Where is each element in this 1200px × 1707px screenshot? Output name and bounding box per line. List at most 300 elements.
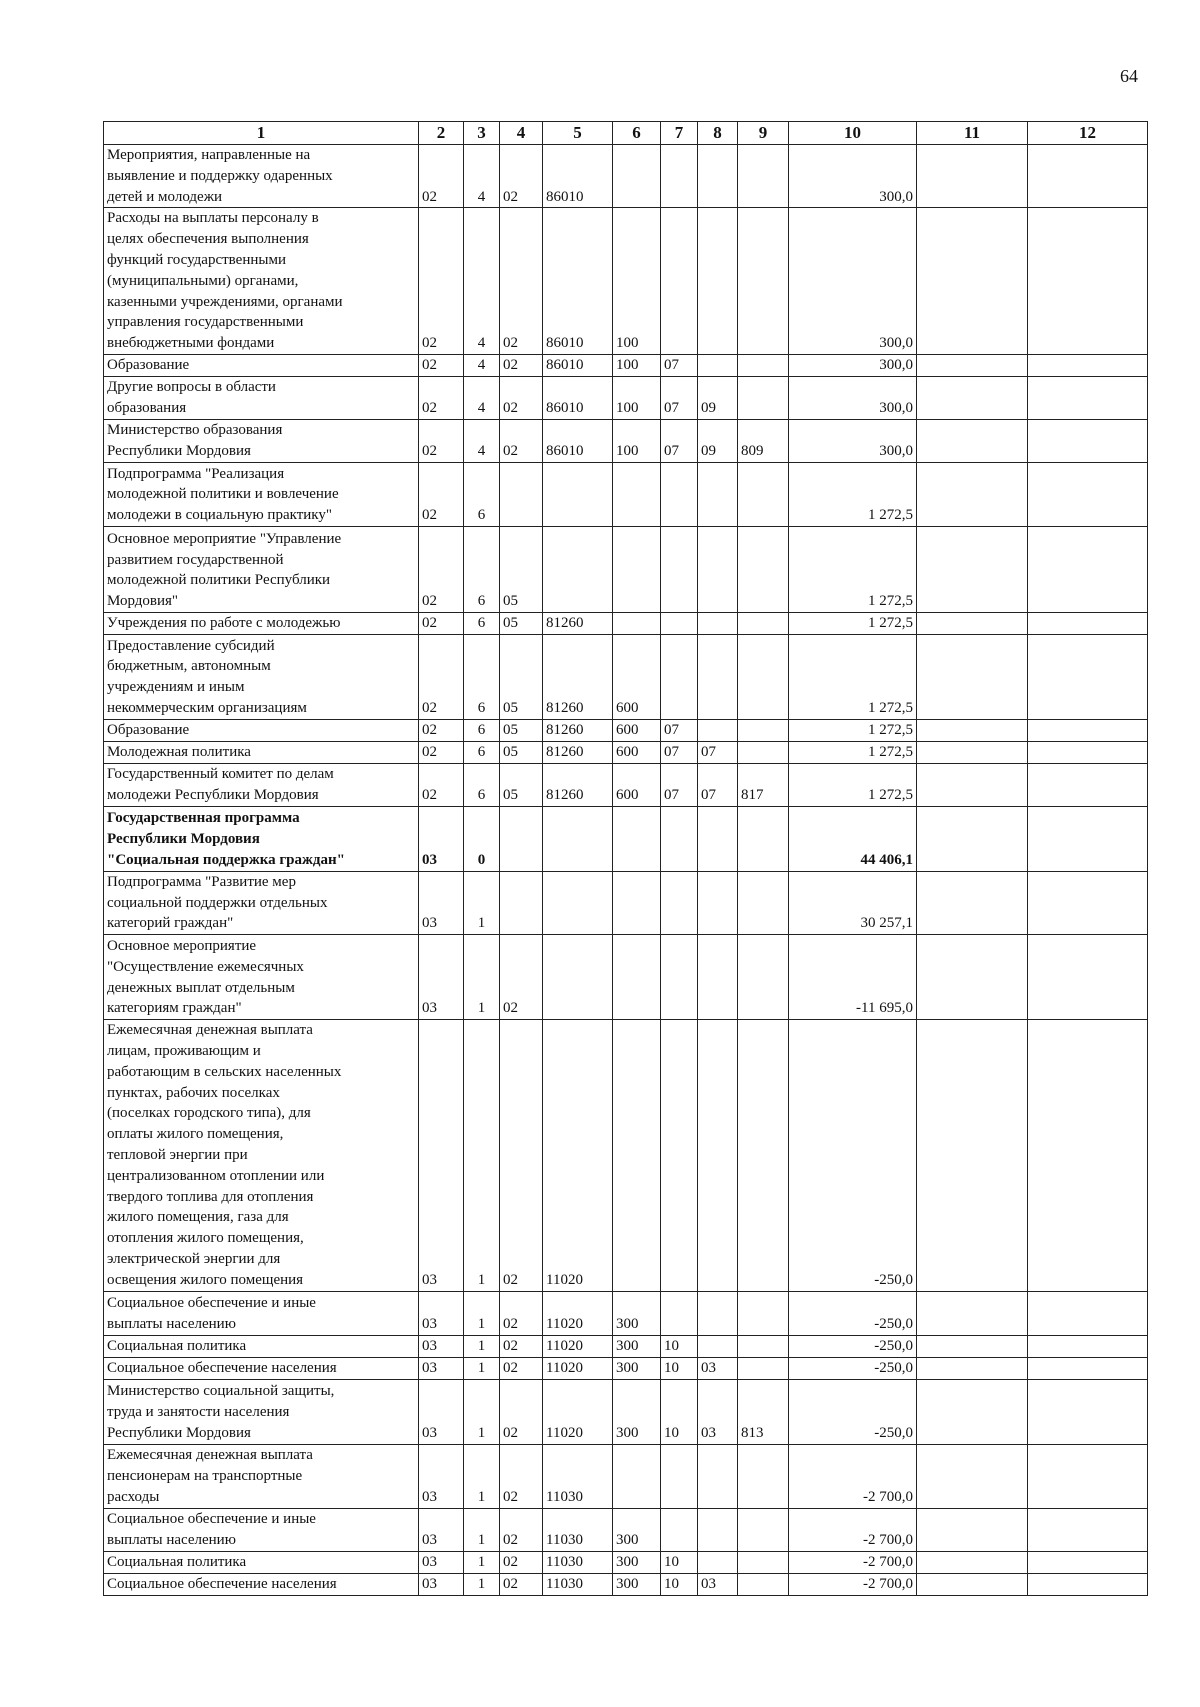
code-ministry [738, 719, 789, 741]
table-row [104, 1020, 1148, 1291]
amount-col-11 [917, 1508, 1028, 1551]
table-row [104, 419, 1148, 462]
column-header: 11 [917, 122, 1028, 145]
code-ministry [738, 354, 789, 376]
amount-col-11 [917, 208, 1028, 355]
code-subsection [698, 1508, 738, 1551]
table-row [104, 1335, 1148, 1357]
table-row [104, 806, 1148, 871]
code-event: 02 [500, 1444, 543, 1508]
amount-col-12 [1028, 763, 1148, 806]
code-subsection: 07 [698, 763, 738, 806]
amount-change: 1 272,5 [789, 612, 917, 634]
code-subprogram: 6 [464, 612, 500, 634]
amount-col-12 [1028, 1573, 1148, 1595]
code-event: 02 [500, 1357, 543, 1379]
code-subprogram: 1 [464, 1379, 500, 1444]
code-ministry [738, 1573, 789, 1595]
code-direction: 81260 [543, 612, 613, 634]
row-name: Расходы на выплаты персоналу в целях обеспечения выполнения функций государственными (муниципальными) органами, казенными учреждениями, органами управления государственными внебюджетными фондами [104, 208, 419, 355]
amount-change: 44 406,1 [789, 806, 917, 871]
code-direction [543, 806, 613, 871]
code-subsection: 09 [698, 419, 738, 462]
code-section: 03 [419, 871, 464, 934]
row-name: Ежемесячная денежная выплата лицам, проживающим и работающим в сельских населенных пунктах, рабочих поселках (поселках городского типа), для оплаты жилого помещения, тепловой энергии при централизованном отоплении или твердого топлива для отопления жилого помещения, газа для отопления жилого помещения, электрической энергии для освещения жилого помещения [104, 1020, 419, 1291]
code-ministry [738, 871, 789, 934]
code-subprogram: 1 [464, 935, 500, 1020]
code-section-budget [661, 462, 698, 526]
code-section-budget: 10 [661, 1573, 698, 1595]
amount-col-11 [917, 1379, 1028, 1444]
table-row [104, 208, 1148, 355]
table-row [104, 526, 1148, 612]
code-expense-type [613, 935, 661, 1020]
row-name: Образование [104, 354, 419, 376]
code-section: 02 [419, 719, 464, 741]
code-section-budget [661, 1291, 698, 1335]
code-section: 03 [419, 1335, 464, 1357]
code-expense-type: 600 [613, 634, 661, 719]
amount-col-12 [1028, 634, 1148, 719]
code-ministry [738, 526, 789, 612]
code-subprogram: 1 [464, 1551, 500, 1573]
code-expense-type [613, 462, 661, 526]
code-expense-type: 300 [613, 1291, 661, 1335]
code-event: 02 [500, 1335, 543, 1357]
amount-col-12 [1028, 806, 1148, 871]
code-section-budget: 10 [661, 1335, 698, 1357]
code-expense-type: 100 [613, 419, 661, 462]
code-section-budget: 07 [661, 763, 698, 806]
code-event: 05 [500, 612, 543, 634]
row-name: Основное мероприятие "Управление развитием государственной молодежной политики Республики Мордовия" [104, 526, 419, 612]
code-section: 02 [419, 354, 464, 376]
code-ministry [738, 1508, 789, 1551]
code-direction: 11020 [543, 1335, 613, 1357]
table-row [104, 612, 1148, 634]
code-subprogram: 6 [464, 763, 500, 806]
code-event: 02 [500, 1020, 543, 1291]
code-direction: 11020 [543, 1020, 613, 1291]
amount-col-12 [1028, 741, 1148, 763]
code-ministry [738, 1551, 789, 1573]
code-event: 02 [500, 1508, 543, 1551]
code-event: 05 [500, 763, 543, 806]
row-name: Социальное обеспечение и иные выплаты населению [104, 1508, 419, 1551]
amount-col-12 [1028, 208, 1148, 355]
code-section: 03 [419, 1508, 464, 1551]
amount-change: -250,0 [789, 1020, 917, 1291]
code-section-budget: 10 [661, 1551, 698, 1573]
code-subprogram: 1 [464, 1444, 500, 1508]
code-direction [543, 935, 613, 1020]
code-event: 02 [500, 935, 543, 1020]
code-direction: 81260 [543, 719, 613, 741]
code-ministry [738, 1335, 789, 1357]
amount-change: 1 272,5 [789, 719, 917, 741]
code-section-budget: 07 [661, 354, 698, 376]
code-section: 02 [419, 741, 464, 763]
code-subprogram: 6 [464, 741, 500, 763]
code-ministry [738, 376, 789, 419]
amount-change: 300,0 [789, 419, 917, 462]
amount-col-11 [917, 1357, 1028, 1379]
code-subsection [698, 634, 738, 719]
code-section: 03 [419, 1379, 464, 1444]
table-row [104, 145, 1148, 208]
page-number: 64 [1120, 66, 1138, 86]
table-row [104, 462, 1148, 526]
amount-change: 300,0 [789, 376, 917, 419]
code-direction: 11030 [543, 1508, 613, 1551]
code-direction: 11030 [543, 1551, 613, 1573]
amount-change: 1 272,5 [789, 462, 917, 526]
row-name: Предоставление субсидий бюджетным, автономным учреждениям и иным некоммерческим организациям [104, 634, 419, 719]
row-name: Образование [104, 719, 419, 741]
code-section: 03 [419, 806, 464, 871]
header-row [104, 122, 1148, 145]
code-subsection [698, 1551, 738, 1573]
column-header: 1 [104, 122, 419, 145]
amount-col-11 [917, 1020, 1028, 1291]
table-row [104, 1379, 1148, 1444]
table-row [104, 871, 1148, 934]
column-header: 3 [464, 122, 500, 145]
code-subprogram: 1 [464, 1335, 500, 1357]
amount-change: -11 695,0 [789, 935, 917, 1020]
row-name: Мероприятия, направленные на выявление и поддержку одаренных детей и молодежи [104, 145, 419, 208]
code-subsection [698, 935, 738, 1020]
code-section-budget [661, 1020, 698, 1291]
code-direction: 11020 [543, 1379, 613, 1444]
code-ministry [738, 145, 789, 208]
row-name: Государственный комитет по делам молодежи Республики Мордовия [104, 763, 419, 806]
row-name: Государственная программа Республики Мордовия "Социальная поддержка граждан" [104, 806, 419, 871]
code-section: 03 [419, 935, 464, 1020]
code-ministry [738, 1291, 789, 1335]
code-section: 03 [419, 1357, 464, 1379]
code-direction: 86010 [543, 208, 613, 355]
code-direction: 11030 [543, 1573, 613, 1595]
code-section: 02 [419, 612, 464, 634]
code-section: 03 [419, 1551, 464, 1573]
code-subprogram: 1 [464, 1020, 500, 1291]
code-section-budget: 07 [661, 719, 698, 741]
code-direction: 11030 [543, 1444, 613, 1508]
code-subprogram: 1 [464, 1573, 500, 1595]
code-section-budget [661, 145, 698, 208]
code-direction: 86010 [543, 376, 613, 419]
code-subsection [698, 462, 738, 526]
code-expense-type [613, 612, 661, 634]
amount-change: -2 700,0 [789, 1444, 917, 1508]
amount-change: 1 272,5 [789, 741, 917, 763]
amount-change: 1 272,5 [789, 526, 917, 612]
code-subprogram: 1 [464, 1357, 500, 1379]
code-expense-type [613, 145, 661, 208]
column-header: 7 [661, 122, 698, 145]
amount-change: -250,0 [789, 1335, 917, 1357]
row-name: Другие вопросы в области образования [104, 376, 419, 419]
amount-col-12 [1028, 1444, 1148, 1508]
code-section-budget: 10 [661, 1379, 698, 1444]
code-ministry [738, 1020, 789, 1291]
table-row [104, 763, 1148, 806]
code-direction: 81260 [543, 763, 613, 806]
table-body [104, 145, 1148, 1596]
code-subprogram: 4 [464, 354, 500, 376]
table-row [104, 634, 1148, 719]
code-subprogram: 0 [464, 806, 500, 871]
code-subsection [698, 871, 738, 934]
table-row [104, 376, 1148, 419]
code-section: 03 [419, 1291, 464, 1335]
code-ministry [738, 612, 789, 634]
code-expense-type [613, 871, 661, 934]
code-event: 05 [500, 741, 543, 763]
code-ministry: 817 [738, 763, 789, 806]
code-section-budget [661, 935, 698, 1020]
column-header: 8 [698, 122, 738, 145]
row-name: Подпрограмма "Развитие мер социальной поддержки отдельных категорий граждан" [104, 871, 419, 934]
amount-col-12 [1028, 376, 1148, 419]
code-section: 02 [419, 376, 464, 419]
code-subsection [698, 612, 738, 634]
code-subsection: 09 [698, 376, 738, 419]
amount-col-11 [917, 763, 1028, 806]
amount-change: 1 272,5 [789, 763, 917, 806]
code-section: 02 [419, 145, 464, 208]
code-section-budget: 10 [661, 1357, 698, 1379]
amount-change: -2 700,0 [789, 1551, 917, 1573]
amount-col-11 [917, 1335, 1028, 1357]
code-section-budget [661, 1444, 698, 1508]
code-ministry: 813 [738, 1379, 789, 1444]
code-event: 02 [500, 145, 543, 208]
code-section-budget [661, 208, 698, 355]
code-section-budget [661, 871, 698, 934]
code-section-budget [661, 806, 698, 871]
code-subsection: 07 [698, 741, 738, 763]
code-ministry [738, 1357, 789, 1379]
code-subprogram: 4 [464, 145, 500, 208]
code-subsection: 03 [698, 1357, 738, 1379]
code-expense-type [613, 526, 661, 612]
code-subsection: 03 [698, 1573, 738, 1595]
amount-col-12 [1028, 1020, 1148, 1291]
amount-col-11 [917, 354, 1028, 376]
code-expense-type [613, 806, 661, 871]
row-name: Социальная политика [104, 1335, 419, 1357]
code-expense-type: 600 [613, 719, 661, 741]
code-ministry [738, 208, 789, 355]
code-expense-type: 300 [613, 1379, 661, 1444]
table-row [104, 1444, 1148, 1508]
code-section-budget [661, 526, 698, 612]
code-subprogram: 1 [464, 1508, 500, 1551]
code-direction [543, 526, 613, 612]
row-name: Социальное обеспечение населения [104, 1573, 419, 1595]
code-subprogram: 1 [464, 1291, 500, 1335]
amount-change: 300,0 [789, 354, 917, 376]
code-event: 02 [500, 1379, 543, 1444]
code-expense-type: 100 [613, 208, 661, 355]
amount-col-11 [917, 612, 1028, 634]
code-ministry [738, 935, 789, 1020]
code-subsection [698, 719, 738, 741]
amount-col-11 [917, 1573, 1028, 1595]
amount-change: 1 272,5 [789, 634, 917, 719]
code-subsection [698, 208, 738, 355]
amount-col-12 [1028, 354, 1148, 376]
code-subprogram: 4 [464, 419, 500, 462]
amount-col-11 [917, 419, 1028, 462]
code-direction: 11020 [543, 1357, 613, 1379]
column-header: 5 [543, 122, 613, 145]
code-ministry [738, 741, 789, 763]
code-section: 02 [419, 634, 464, 719]
amount-col-12 [1028, 1291, 1148, 1335]
amount-col-11 [917, 1444, 1028, 1508]
code-subsection [698, 526, 738, 612]
amount-change: -2 700,0 [789, 1508, 917, 1551]
code-section-budget [661, 1508, 698, 1551]
code-section: 02 [419, 462, 464, 526]
amount-change: -250,0 [789, 1379, 917, 1444]
row-name: Подпрограмма "Реализация молодежной политики и вовлечение молодежи в социальную практику" [104, 462, 419, 526]
amount-col-12 [1028, 612, 1148, 634]
code-ministry [738, 1444, 789, 1508]
amount-col-11 [917, 741, 1028, 763]
amount-change: 300,0 [789, 208, 917, 355]
code-subsection [698, 806, 738, 871]
amount-col-11 [917, 871, 1028, 934]
code-subprogram: 1 [464, 871, 500, 934]
code-expense-type: 300 [613, 1551, 661, 1573]
code-event: 05 [500, 719, 543, 741]
code-ministry [738, 634, 789, 719]
code-event: 02 [500, 1551, 543, 1573]
code-expense-type: 100 [613, 376, 661, 419]
code-event: 05 [500, 526, 543, 612]
code-section: 03 [419, 1444, 464, 1508]
code-event: 02 [500, 1291, 543, 1335]
code-expense-type: 300 [613, 1508, 661, 1551]
row-name: Министерство социальной защиты, труда и занятости населения Республики Мордовия [104, 1379, 419, 1444]
row-name: Учреждения по работе с молодежью [104, 612, 419, 634]
code-ministry: 809 [738, 419, 789, 462]
code-subprogram: 6 [464, 462, 500, 526]
amount-change: -2 700,0 [789, 1573, 917, 1595]
code-section-budget: 07 [661, 741, 698, 763]
amount-col-12 [1028, 1379, 1148, 1444]
amount-change: 30 257,1 [789, 871, 917, 934]
code-subsection [698, 1444, 738, 1508]
code-subsection: 03 [698, 1379, 738, 1444]
amount-col-12 [1028, 1551, 1148, 1573]
code-section: 03 [419, 1020, 464, 1291]
code-expense-type: 100 [613, 354, 661, 376]
amount-col-11 [917, 634, 1028, 719]
code-event: 02 [500, 354, 543, 376]
row-name: Социальное обеспечение населения [104, 1357, 419, 1379]
table-row [104, 1573, 1148, 1595]
table-row [104, 719, 1148, 741]
table-row [104, 354, 1148, 376]
code-direction: 81260 [543, 741, 613, 763]
amount-col-12 [1028, 526, 1148, 612]
code-expense-type: 300 [613, 1573, 661, 1595]
code-direction [543, 462, 613, 526]
code-subprogram: 4 [464, 376, 500, 419]
code-expense-type: 600 [613, 763, 661, 806]
code-direction: 11020 [543, 1291, 613, 1335]
amount-change: 300,0 [789, 145, 917, 208]
row-name: Молодежная политика [104, 741, 419, 763]
code-expense-type: 300 [613, 1357, 661, 1379]
code-section: 02 [419, 419, 464, 462]
code-subprogram: 4 [464, 208, 500, 355]
code-event: 02 [500, 376, 543, 419]
amount-col-11 [917, 806, 1028, 871]
code-expense-type [613, 1020, 661, 1291]
code-ministry [738, 806, 789, 871]
row-name: Основное мероприятие "Осуществление ежемесячных денежных выплат отдельным категориям граждан" [104, 935, 419, 1020]
column-header: 2 [419, 122, 464, 145]
code-event: 02 [500, 1573, 543, 1595]
amount-col-12 [1028, 935, 1148, 1020]
column-header: 6 [613, 122, 661, 145]
column-header: 4 [500, 122, 543, 145]
amount-col-11 [917, 935, 1028, 1020]
code-event: 02 [500, 419, 543, 462]
row-name: Социальное обеспечение и иные выплаты населению [104, 1291, 419, 1335]
code-subsection [698, 354, 738, 376]
column-header: 10 [789, 122, 917, 145]
code-expense-type: 600 [613, 741, 661, 763]
amount-col-12 [1028, 871, 1148, 934]
code-section: 02 [419, 763, 464, 806]
code-subprogram: 6 [464, 634, 500, 719]
code-event [500, 462, 543, 526]
amount-change: -250,0 [789, 1291, 917, 1335]
amount-col-12 [1028, 1508, 1148, 1551]
code-event: 02 [500, 208, 543, 355]
code-subprogram: 6 [464, 719, 500, 741]
code-section-budget: 07 [661, 419, 698, 462]
code-direction: 81260 [543, 634, 613, 719]
row-name: Социальная политика [104, 1551, 419, 1573]
amount-col-12 [1028, 145, 1148, 208]
code-subsection [698, 1335, 738, 1357]
code-section: 02 [419, 526, 464, 612]
amount-col-12 [1028, 419, 1148, 462]
code-direction [543, 871, 613, 934]
amount-col-11 [917, 376, 1028, 419]
code-subsection [698, 1291, 738, 1335]
code-expense-type: 300 [613, 1335, 661, 1357]
amount-col-11 [917, 462, 1028, 526]
code-section-budget: 07 [661, 376, 698, 419]
code-section-budget [661, 612, 698, 634]
amount-col-11 [917, 145, 1028, 208]
amount-col-11 [917, 719, 1028, 741]
code-event: 05 [500, 634, 543, 719]
column-header: 12 [1028, 122, 1148, 145]
code-event [500, 871, 543, 934]
code-subsection [698, 145, 738, 208]
code-subprogram: 6 [464, 526, 500, 612]
